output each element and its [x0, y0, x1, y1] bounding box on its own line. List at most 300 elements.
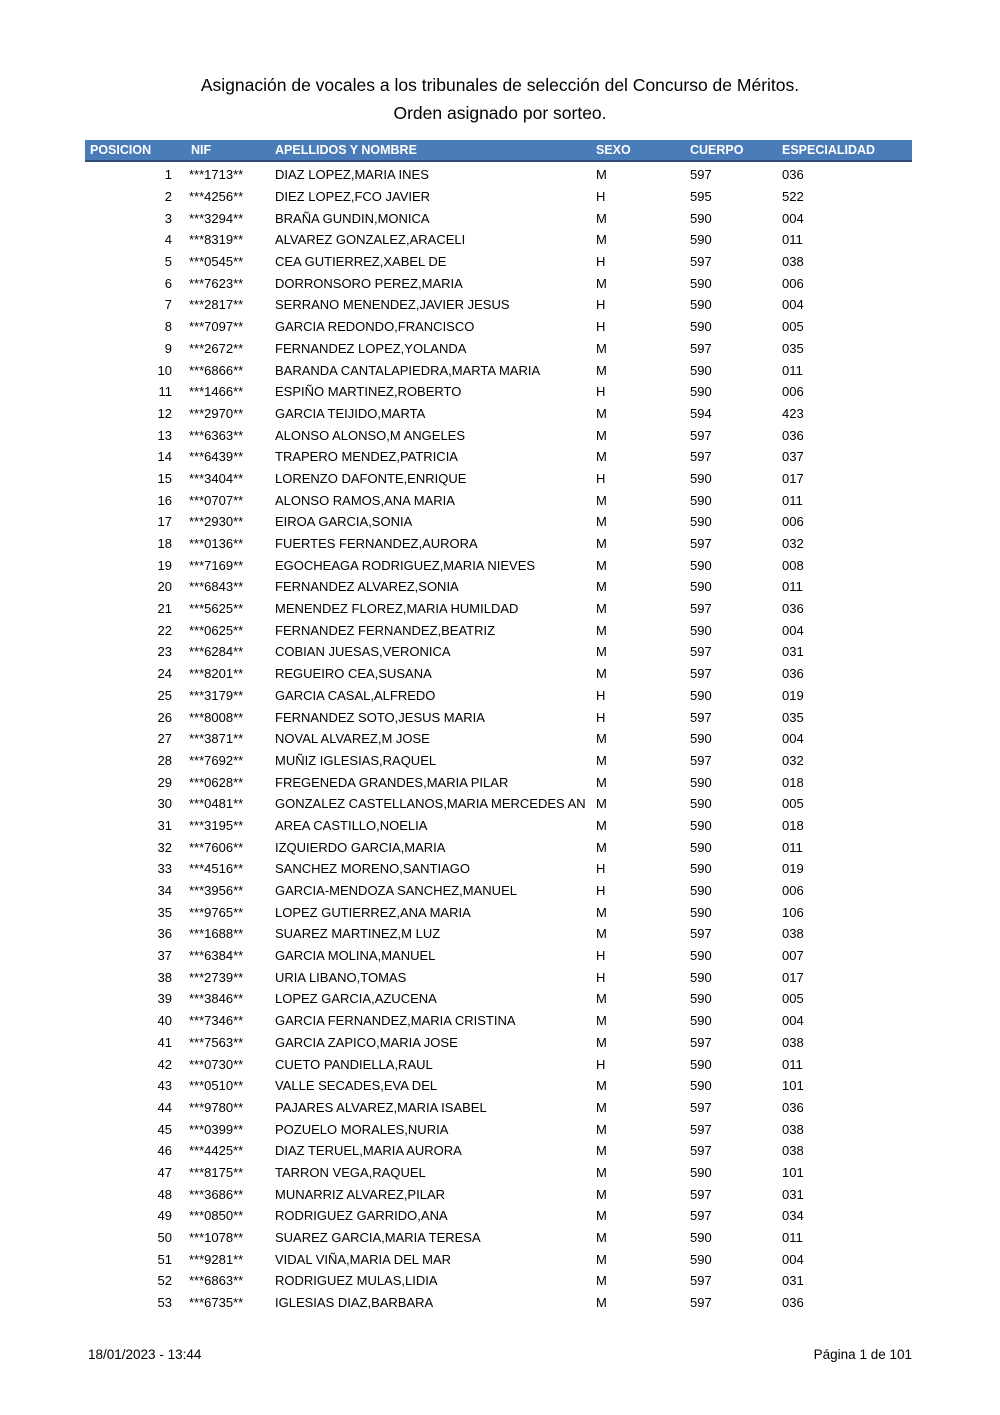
cell-sexo: M: [596, 232, 607, 248]
cell-sexo: M: [596, 1273, 607, 1289]
cell-nif: ***6363**: [189, 427, 244, 443]
cell-sexo: M: [596, 362, 607, 378]
cell-posicion: 15: [157, 470, 172, 486]
table-row: [85, 554, 912, 576]
cell-nif: ***6384**: [189, 948, 244, 964]
table-row: [85, 381, 912, 403]
cell-nif: ***7692**: [189, 752, 244, 768]
cell-apellidos: COBIAN JUESAS,VERONICA: [275, 644, 451, 660]
cell-posicion: 18: [157, 536, 172, 552]
title-line-1: Asignación de vocales a los tribunales de selección del Concurso de Méritos.: [200, 75, 800, 95]
cell-posicion: 35: [157, 904, 172, 920]
cell-posicion: 47: [157, 1164, 172, 1180]
cell-posicion: 17: [157, 514, 172, 530]
cell-cuerpo: 590: [690, 774, 712, 790]
table-row: [85, 880, 912, 902]
cell-sexo: M: [596, 167, 607, 183]
cell-posicion: 36: [157, 926, 172, 942]
table-row: [85, 598, 912, 620]
table-row: [85, 945, 912, 967]
cell-especialidad: 011: [782, 232, 803, 248]
cell-sexo: M: [596, 839, 607, 855]
cell-nif: ***0707**: [189, 492, 244, 508]
cell-posicion: 16: [157, 492, 172, 508]
cell-posicion: 12: [157, 405, 172, 421]
table-row: [85, 186, 912, 208]
cell-nif: ***6863**: [189, 1273, 244, 1289]
cell-cuerpo: 590: [690, 275, 712, 291]
cell-sexo: H: [596, 969, 606, 985]
column-header-nif: NIF: [191, 143, 212, 157]
cell-posicion: 44: [157, 1099, 172, 1115]
cell-nif: ***0399**: [189, 1121, 244, 1137]
table-row: [85, 533, 912, 555]
table-row: [85, 294, 912, 316]
cell-especialidad: 031: [782, 644, 804, 660]
cell-sexo: M: [596, 666, 607, 682]
cell-cuerpo: 590: [690, 210, 712, 226]
column-header-posicion: POSICION: [90, 143, 152, 157]
cell-nif: ***0625**: [189, 622, 244, 638]
cell-especialidad: 037: [782, 449, 804, 465]
cell-sexo: M: [596, 926, 607, 942]
cell-nif: ***9780**: [189, 1099, 244, 1115]
cell-cuerpo: 597: [690, 1099, 712, 1115]
cell-posicion: 20: [157, 579, 172, 595]
cell-nif: ***9765**: [189, 904, 244, 920]
cell-apellidos: GARCIA ZAPICO,MARIA JOSE: [275, 1034, 458, 1050]
table-row: [85, 207, 912, 229]
cell-nif: ***1713**: [189, 167, 244, 183]
table-row: [85, 1032, 912, 1054]
cell-sexo: M: [596, 1099, 607, 1115]
cell-sexo: M: [596, 1295, 607, 1311]
cell-especialidad: 017: [782, 969, 804, 985]
cell-sexo: M: [596, 1143, 607, 1159]
cell-nif: ***1688**: [189, 926, 244, 942]
cell-posicion: 8: [164, 319, 172, 335]
cell-posicion: 22: [157, 622, 172, 638]
cell-nif: ***3686**: [189, 1186, 244, 1202]
cell-nif: ***8008**: [189, 709, 244, 725]
cell-sexo: M: [596, 210, 607, 226]
cell-nif: ***6866**: [189, 362, 244, 378]
table-row: [85, 1075, 912, 1097]
cell-especialidad: 006: [782, 384, 804, 400]
cell-apellidos: FUERTES FERNANDEZ,AURORA: [275, 536, 478, 552]
cell-nif: ***7606**: [189, 839, 244, 855]
cell-cuerpo: 594: [690, 405, 712, 421]
cell-especialidad: 017: [782, 470, 804, 486]
cell-sexo: M: [596, 536, 607, 552]
cell-cuerpo: 590: [690, 557, 712, 573]
cell-nif: ***7097**: [189, 319, 244, 335]
cell-posicion: 3: [164, 210, 172, 226]
footer-page-indicator: Página 1 de 101: [813, 1347, 912, 1362]
cell-apellidos: BARANDA CANTALAPIEDRA,MARTA MARIA: [275, 362, 541, 378]
cell-posicion: 50: [157, 1230, 172, 1246]
cell-especialidad: 038: [782, 926, 804, 942]
table-row: [85, 923, 912, 945]
cell-posicion: 7: [164, 297, 172, 313]
cell-especialidad: 011: [782, 492, 803, 508]
cell-apellidos: FERNANDEZ ALVAREZ,SONIA: [275, 579, 459, 595]
cell-apellidos: GARCIA REDONDO,FRANCISCO: [275, 319, 475, 335]
cell-especialidad: 004: [782, 731, 804, 747]
table-row: [85, 771, 912, 793]
cell-apellidos: AREA CASTILLO,NOELIA: [275, 817, 428, 833]
cell-especialidad: 011: [782, 1230, 803, 1246]
cell-nif: ***0628**: [189, 774, 244, 790]
cell-nif: ***3846**: [189, 991, 244, 1007]
cell-cuerpo: 597: [690, 709, 712, 725]
cell-especialidad: 101: [782, 1164, 804, 1180]
cell-nif: ***3294**: [189, 210, 244, 226]
cell-cuerpo: 590: [690, 687, 712, 703]
cell-sexo: H: [596, 254, 606, 270]
cell-especialidad: 038: [782, 254, 804, 270]
cell-posicion: 31: [157, 817, 172, 833]
cell-posicion: 37: [157, 948, 172, 964]
cell-apellidos: EGOCHEAGA RODRIGUEZ,MARIA NIEVES: [275, 557, 536, 573]
cell-especialidad: 036: [782, 666, 804, 682]
cell-nif: ***1078**: [189, 1230, 244, 1246]
table-row: [85, 1205, 912, 1227]
cell-cuerpo: 590: [690, 232, 712, 248]
table-row: [85, 1097, 912, 1119]
cell-especialidad: 006: [782, 514, 804, 530]
cell-cuerpo: 590: [690, 579, 712, 595]
cell-apellidos: SANCHEZ MORENO,SANTIAGO: [275, 861, 471, 877]
cell-apellidos: DIEZ LOPEZ,FCO JAVIER: [275, 189, 431, 205]
cell-apellidos: BRAÑA GUNDIN,MONICA: [275, 210, 430, 226]
cell-nif: ***2817**: [189, 297, 244, 313]
document-title: [0, 71, 1000, 127]
cell-especialidad: 522: [782, 189, 804, 205]
table-row: [85, 1140, 912, 1162]
cell-cuerpo: 597: [690, 427, 712, 443]
cell-sexo: M: [596, 622, 607, 638]
cell-sexo: M: [596, 340, 607, 356]
cell-nif: ***4425**: [189, 1143, 244, 1159]
cell-cuerpo: 597: [690, 666, 712, 682]
cell-posicion: 30: [157, 796, 172, 812]
cell-cuerpo: 590: [690, 817, 712, 833]
cell-cuerpo: 597: [690, 644, 712, 660]
cell-especialidad: 005: [782, 796, 804, 812]
cell-cuerpo: 590: [690, 362, 712, 378]
cell-apellidos: MENENDEZ FLOREZ,MARIA HUMILDAD: [275, 601, 519, 617]
cell-posicion: 28: [157, 752, 172, 768]
cell-apellidos: POZUELO MORALES,NURIA: [275, 1121, 449, 1137]
cell-especialidad: 034: [782, 1208, 804, 1224]
table-row: [85, 728, 912, 750]
cell-posicion: 39: [157, 991, 172, 1007]
cell-sexo: M: [596, 514, 607, 530]
table-row: [85, 641, 912, 663]
cell-posicion: 25: [157, 687, 172, 703]
cell-especialidad: 011: [782, 1056, 803, 1072]
cell-cuerpo: 590: [690, 1056, 712, 1072]
cell-apellidos: DIAZ TERUEL,MARIA AURORA: [275, 1143, 462, 1159]
cell-especialidad: 019: [782, 687, 804, 703]
table-row: [85, 619, 912, 641]
cell-posicion: 33: [157, 861, 172, 877]
cell-apellidos: SUAREZ GARCIA,MARIA TERESA: [275, 1230, 481, 1246]
table-row: [85, 1248, 912, 1270]
cell-sexo: H: [596, 883, 606, 899]
cell-especialidad: 008: [782, 557, 804, 573]
cell-nif: ***3179**: [189, 687, 244, 703]
cell-cuerpo: 597: [690, 449, 712, 465]
cell-cuerpo: 590: [690, 514, 712, 530]
table-row: [85, 403, 912, 425]
cell-apellidos: EIROA GARCIA,SONIA: [275, 514, 413, 530]
cell-nif: ***7623**: [189, 275, 244, 291]
cell-sexo: M: [596, 579, 607, 595]
cell-apellidos: NOVAL ALVAREZ,M JOSE: [275, 731, 430, 747]
cell-apellidos: REGUEIRO CEA,SUSANA: [275, 666, 432, 682]
cell-apellidos: RODRIGUEZ MULAS,LIDIA: [275, 1273, 438, 1289]
cell-posicion: 24: [157, 666, 172, 682]
cell-nif: ***0136**: [189, 536, 244, 552]
cell-posicion: 53: [157, 1295, 172, 1311]
cell-sexo: H: [596, 384, 606, 400]
cell-sexo: H: [596, 470, 606, 486]
cell-posicion: 34: [157, 883, 172, 899]
cell-nif: ***6439**: [189, 449, 244, 465]
column-header-apellidos: APELLIDOS Y NOMBRE: [275, 143, 417, 157]
cell-sexo: M: [596, 1078, 607, 1094]
table-row: [85, 576, 912, 598]
table-row: [85, 1227, 912, 1249]
cell-especialidad: 006: [782, 275, 804, 291]
cell-cuerpo: 590: [690, 1164, 712, 1180]
cell-especialidad: 423: [782, 405, 804, 421]
cell-posicion: 19: [157, 557, 172, 573]
cell-cuerpo: 590: [690, 1230, 712, 1246]
table-row: [85, 836, 912, 858]
cell-especialidad: 106: [782, 904, 804, 920]
table-row: [85, 1053, 912, 1075]
table-row: [85, 338, 912, 360]
cell-sexo: M: [596, 904, 607, 920]
cell-apellidos: IZQUIERDO GARCIA,MARIA: [275, 839, 446, 855]
cell-cuerpo: 590: [690, 470, 712, 486]
cell-sexo: M: [596, 557, 607, 573]
cell-sexo: H: [596, 861, 606, 877]
cell-posicion: 9: [164, 340, 172, 356]
cell-nif: ***7563**: [189, 1034, 244, 1050]
cell-cuerpo: 590: [690, 622, 712, 638]
cell-cuerpo: 590: [690, 297, 712, 313]
cell-nif: ***6735**: [189, 1295, 244, 1311]
table-row: [85, 706, 912, 728]
cell-cuerpo: 590: [690, 839, 712, 855]
column-header-especialidad: ESPECIALIDAD: [782, 143, 876, 157]
cell-posicion: 11: [158, 384, 172, 400]
table-row: [85, 1183, 912, 1205]
cell-apellidos: GONZALEZ CASTELLANOS,MARIA MERCEDES AN: [275, 796, 586, 812]
table-row: [85, 663, 912, 685]
cell-posicion: 51: [157, 1251, 172, 1267]
cell-posicion: 45: [157, 1121, 172, 1137]
cell-sexo: M: [596, 991, 607, 1007]
table-row: [85, 815, 912, 837]
cell-cuerpo: 590: [690, 384, 712, 400]
cell-sexo: M: [596, 427, 607, 443]
cell-apellidos: URIA LIBANO,TOMAS: [275, 969, 407, 985]
cell-apellidos: VALLE SECADES,EVA DEL: [275, 1078, 438, 1094]
cell-apellidos: FERNANDEZ SOTO,JESUS MARIA: [275, 709, 485, 725]
cell-sexo: M: [596, 796, 607, 812]
table-row: [85, 251, 912, 273]
cell-especialidad: 005: [782, 991, 804, 1007]
cell-posicion: 26: [157, 709, 172, 725]
cell-sexo: H: [596, 709, 606, 725]
table-row: [85, 359, 912, 381]
cell-apellidos: ALONSO RAMOS,ANA MARIA: [275, 492, 455, 508]
cell-especialidad: 005: [782, 319, 804, 335]
cell-especialidad: 038: [782, 1034, 804, 1050]
cell-especialidad: 038: [782, 1143, 804, 1159]
table-row: [85, 468, 912, 490]
cell-cuerpo: 590: [690, 492, 712, 508]
cell-sexo: M: [596, 1164, 607, 1180]
column-header-sexo: SEXO: [596, 143, 631, 157]
table-row: [85, 988, 912, 1010]
table-row: [85, 164, 912, 186]
cell-apellidos: IGLESIAS DIAZ,BARBARA: [275, 1295, 434, 1311]
column-header-cuerpo: CUERPO: [690, 143, 744, 157]
table-header-row: [85, 140, 912, 162]
title-line-2: Orden asignado por sorteo.: [393, 103, 607, 123]
cell-especialidad: 018: [782, 817, 804, 833]
cell-nif: ***3956**: [189, 883, 244, 899]
table-row: [85, 272, 912, 294]
cell-nif: ***2970**: [189, 405, 244, 421]
cell-posicion: 38: [157, 969, 172, 985]
cell-apellidos: FERNANDEZ FERNANDEZ,BEATRIZ: [275, 622, 496, 638]
cell-nif: ***8201**: [189, 666, 244, 682]
cell-sexo: H: [596, 948, 606, 964]
cell-sexo: M: [596, 1013, 607, 1029]
cell-posicion: 49: [157, 1208, 172, 1224]
cell-apellidos: GARCIA TEIJIDO,MARTA: [275, 405, 426, 421]
cell-cuerpo: 597: [690, 601, 712, 617]
cell-nif: ***3871**: [189, 731, 244, 747]
cell-cuerpo: 597: [690, 340, 712, 356]
cell-cuerpo: 590: [690, 904, 712, 920]
cell-sexo: M: [596, 1230, 607, 1246]
cell-sexo: M: [596, 449, 607, 465]
cell-nif: ***0730**: [189, 1056, 244, 1072]
cell-nif: ***8319**: [189, 232, 244, 248]
cell-cuerpo: 597: [690, 752, 712, 768]
cell-cuerpo: 590: [690, 1251, 712, 1267]
cell-nif: ***0481**: [189, 796, 244, 812]
cell-cuerpo: 590: [690, 1013, 712, 1029]
cell-cuerpo: 590: [690, 796, 712, 812]
cell-nif: ***4516**: [189, 861, 244, 877]
cell-nif: ***0545**: [189, 254, 244, 270]
cell-especialidad: 018: [782, 774, 804, 790]
cell-apellidos: LORENZO DAFONTE,ENRIQUE: [275, 470, 467, 486]
cell-nif: ***5625**: [189, 601, 244, 617]
cell-nif: ***7169**: [189, 557, 244, 573]
table-row: [85, 685, 912, 707]
cell-sexo: M: [596, 1186, 607, 1202]
table-row: [85, 750, 912, 772]
table-row: [85, 511, 912, 533]
table-row: [85, 966, 912, 988]
cell-especialidad: 101: [782, 1078, 804, 1094]
cell-apellidos: ALONSO ALONSO,M ANGELES: [275, 427, 466, 443]
cell-cuerpo: 597: [690, 536, 712, 552]
cell-sexo: M: [596, 1121, 607, 1137]
cell-posicion: 2: [164, 189, 172, 205]
cell-nif: ***7346**: [189, 1013, 244, 1029]
cell-nif: ***6284**: [189, 644, 244, 660]
table-row: [85, 316, 912, 338]
cell-apellidos: FERNANDEZ LOPEZ,YOLANDA: [275, 340, 467, 356]
cell-cuerpo: 597: [690, 254, 712, 270]
cell-especialidad: 036: [782, 1295, 804, 1311]
cell-cuerpo: 597: [690, 926, 712, 942]
cell-apellidos: FREGENEDA GRANDES,MARIA PILAR: [275, 774, 509, 790]
cell-nif: ***2672**: [189, 340, 244, 356]
cell-apellidos: GARCIA-MENDOZA SANCHEZ,MANUEL: [275, 883, 517, 899]
cell-sexo: M: [596, 644, 607, 660]
cell-especialidad: 031: [782, 1186, 804, 1202]
cell-especialidad: 036: [782, 167, 804, 183]
cell-posicion: 1: [164, 167, 172, 183]
cell-especialidad: 036: [782, 601, 804, 617]
cell-sexo: M: [596, 405, 607, 421]
cell-posicion: 48: [157, 1186, 172, 1202]
cell-posicion: 42: [157, 1056, 172, 1072]
table-row: [85, 1162, 912, 1184]
cell-posicion: 40: [157, 1013, 172, 1029]
cell-cuerpo: 590: [690, 969, 712, 985]
table-row: [85, 1010, 912, 1032]
cell-posicion: 27: [157, 731, 172, 747]
cell-posicion: 29: [157, 774, 172, 790]
table-row: [85, 489, 912, 511]
cell-cuerpo: 590: [690, 991, 712, 1007]
cell-especialidad: 011: [782, 839, 803, 855]
cell-sexo: H: [596, 687, 606, 703]
cell-apellidos: SERRANO MENENDEZ,JAVIER JESUS: [275, 297, 510, 313]
cell-sexo: M: [596, 752, 607, 768]
cell-apellidos: CUETO PANDIELLA,RAUL: [275, 1056, 433, 1072]
cell-apellidos: GARCIA FERNANDEZ,MARIA CRISTINA: [275, 1013, 516, 1029]
cell-posicion: 5: [164, 254, 172, 270]
cell-apellidos: ESPIÑO MARTINEZ,ROBERTO: [275, 384, 462, 400]
cell-apellidos: SUAREZ MARTINEZ,M LUZ: [275, 926, 441, 942]
cell-posicion: 32: [157, 839, 172, 855]
cell-posicion: 23: [157, 644, 172, 660]
table-body: [85, 162, 912, 1313]
cell-sexo: H: [596, 1056, 606, 1072]
cell-especialidad: 007: [782, 948, 804, 964]
cell-cuerpo: 597: [690, 1143, 712, 1159]
cell-sexo: H: [596, 297, 606, 313]
cell-nif: ***0850**: [189, 1208, 244, 1224]
cell-nif: ***3404**: [189, 470, 244, 486]
cell-nif: ***1466**: [189, 384, 244, 400]
cell-apellidos: VIDAL VIÑA,MARIA DEL MAR: [275, 1251, 452, 1267]
